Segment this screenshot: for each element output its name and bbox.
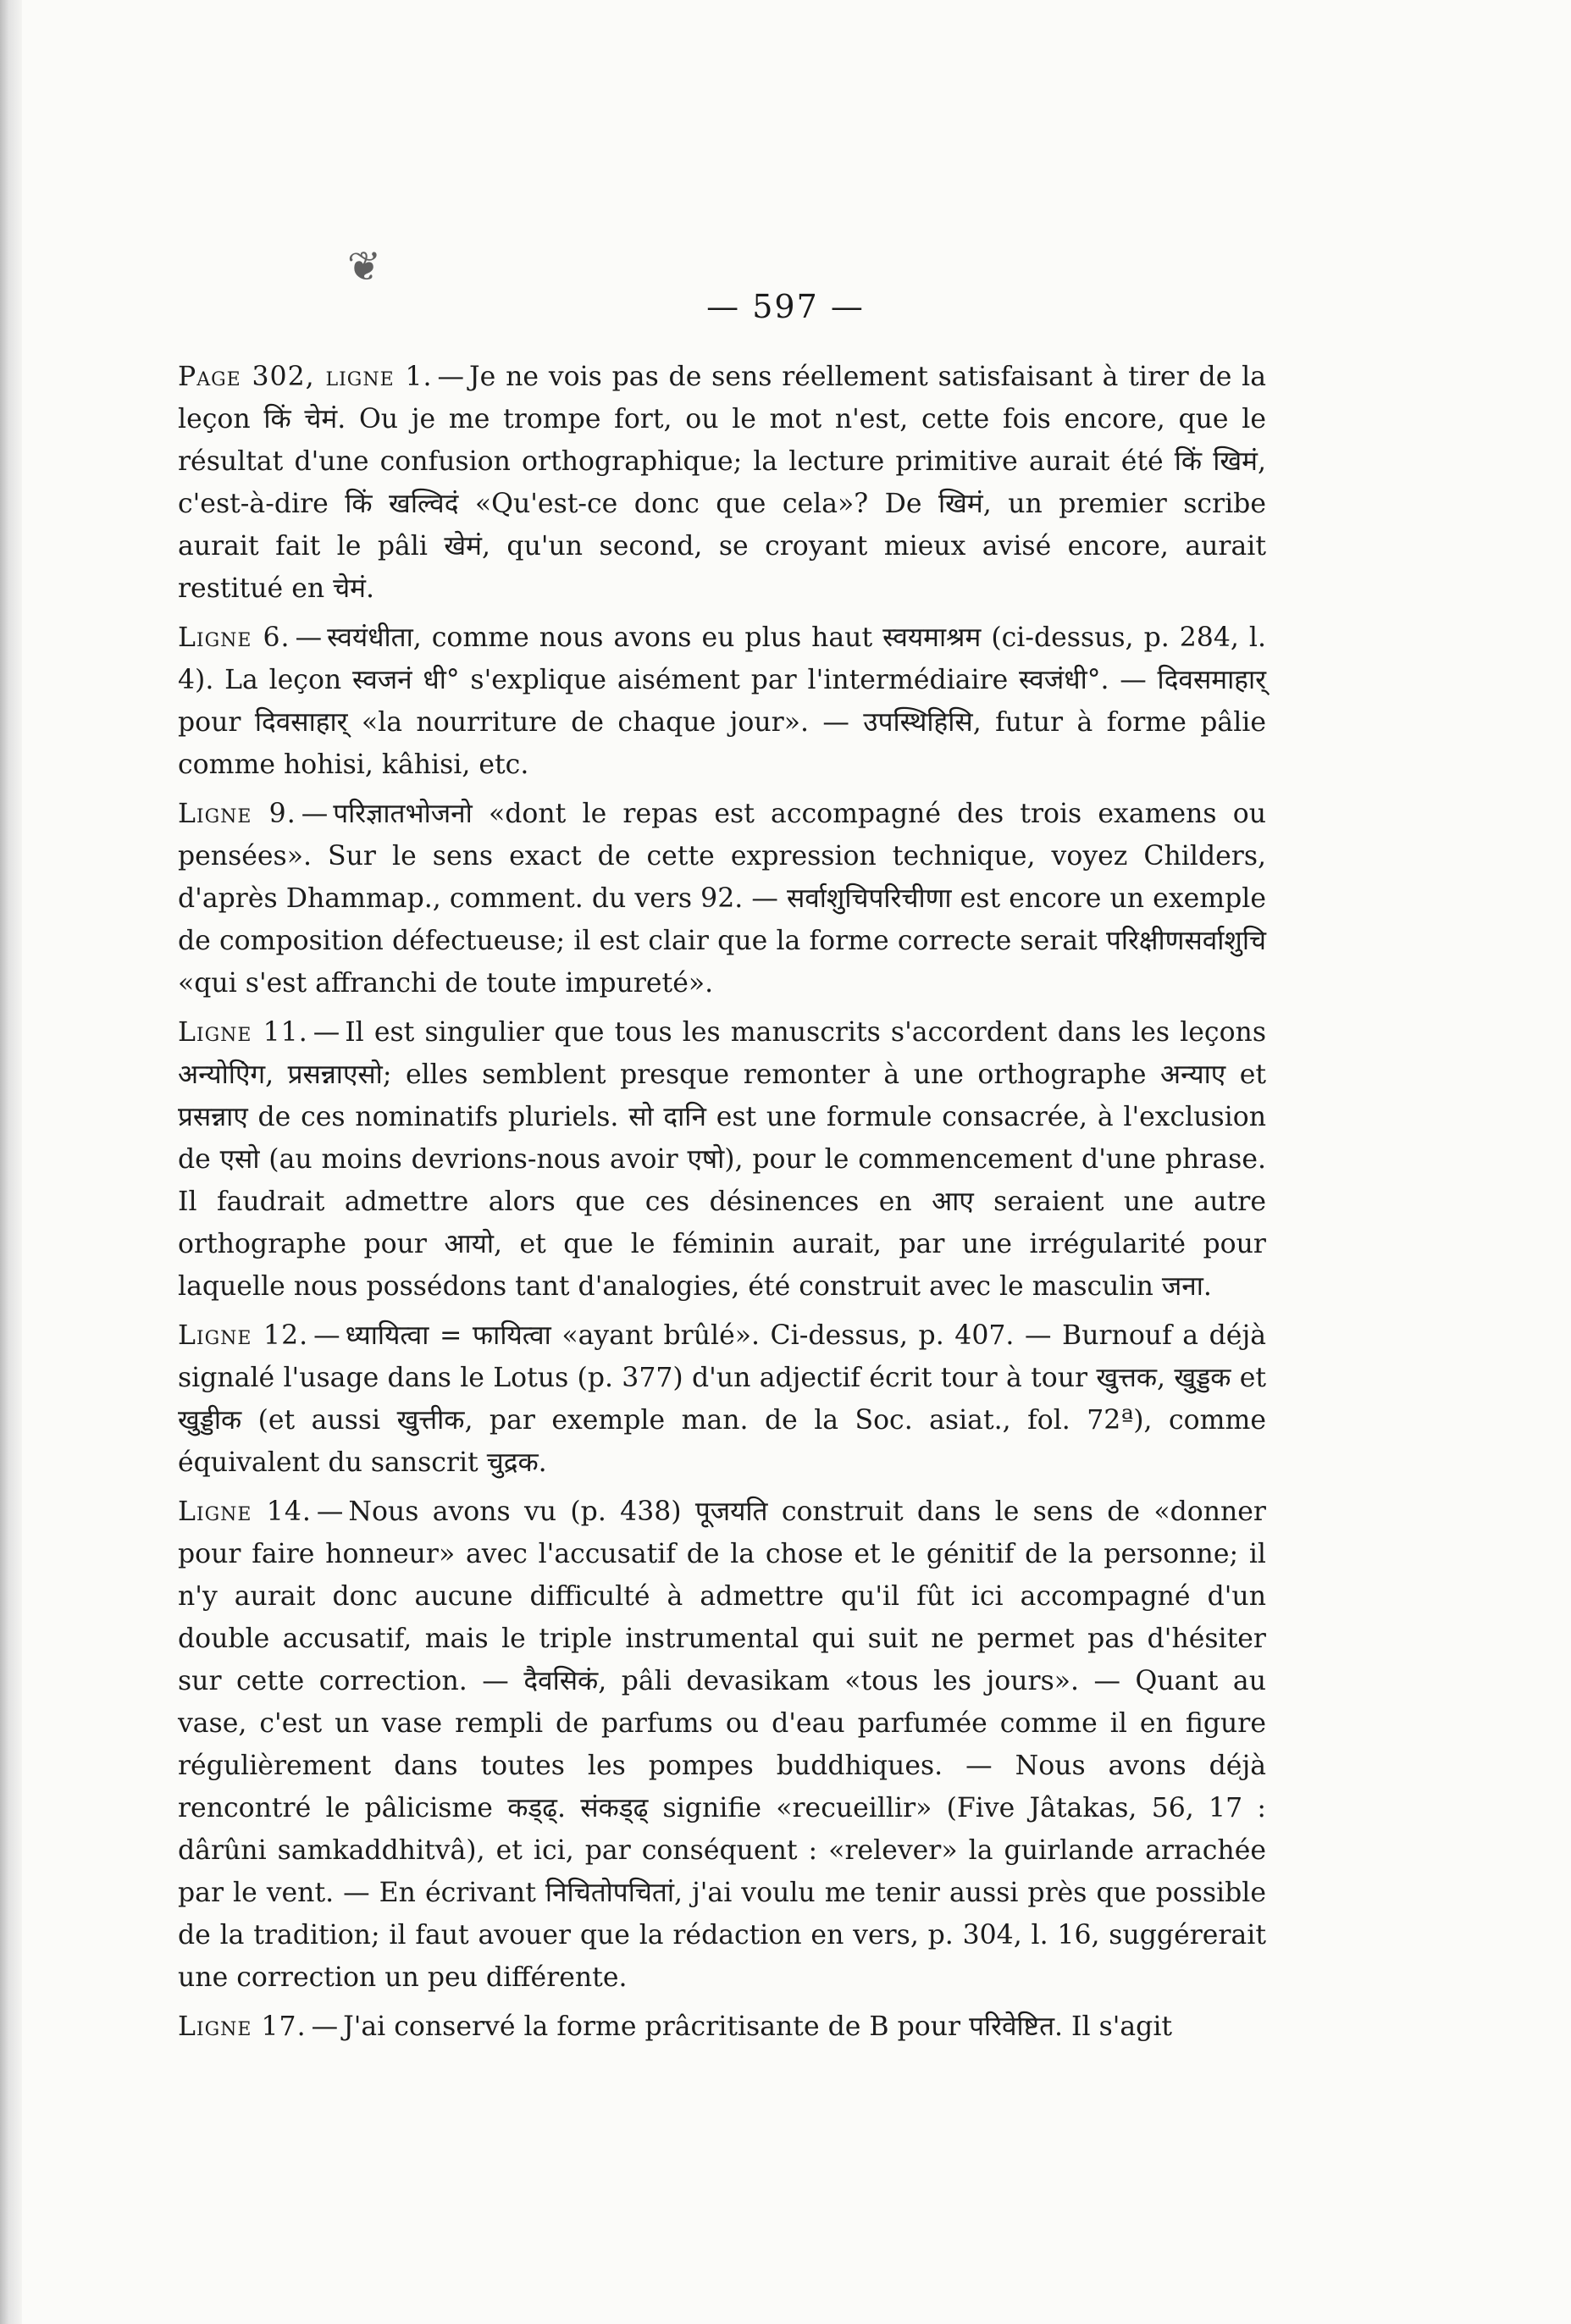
paragraph: Ligne 9. — परिज्ञातभोजनो «dont le repas est accompagné des trois examens ou pensées». Sur le sens exact de cette expression technique, voyez Childers, d'après Dhammap., comment. du vers 92. — सर्वाशुचिपरिचीणा est encore un exemple de composition défectueuse; il est clair que la forme correcte serait परिक्षीणसर्वाशुचि «qui s'est affranchi de toute impureté». [178,799,1266,999]
paragraph: Ligne 17. — J'ai conservé la forme prâcritisante de B pour परिवेष्टित. Il s'agit [178,2011,1173,2042]
paragraph: Page 302, ligne 1. — Je ne vois pas de sens réellement satisfaisant à tirer de la leçon किं चेमं. Ou je me trompe fort, ou le mot n'est, cette fois encore, que le résultat d'une confusion orthographique; la lecture primitive aurait été किं खिमं, c'est-à-dire किं खल्विदं «Qu'est-ce donc que cela»? De खिमं, un premier scribe aurait fait le pâli खेमं, qu'un second, se croyant mieux avisé encore, aurait restitué en चेमं. [178,362,1266,604]
paragraph-text: ध्यायित्वा = फायित्वा «ayant brûlé». Ci-dessus, p. 407. — Burnouf a déjà signalé l'usage dans le Lotus (p. 377) d'un adjectif écrit tour à tour खुत्तक, खुड्डक et खुड्डीक (et aussi खुत्तीक, par exemple man. de la Soc. asiat., fol. 72ª), comme équivalent du sanscrit चुद्रक. [178,1320,1266,1478]
book-binding-edge [0,0,22,2324]
paragraph-label: Ligne 6. [178,622,290,653]
paragraph: Ligne 11. — Il est singulier que tous les manuscrits s'accordent dans les leçons अन्योएिंग, प्रसन्नाएसो; elles semblent presque remonter à une orthographe अन्याए et प्रसन्नाए de ces nominatifs pluriels. सो दानि est une formule consacrée, à l'exclusion de एसो (au moins devrions-nous avoir एषो), pour le commencement d'une phrase. Il faudrait admettre alors que ces désinences en आए seraient une autre orthographe pour आयो, et que le féminin aurait, par une irrégularité pour laquelle nous possédons tant d'analogies, été construit avec le masculin जना. [178,1017,1266,1302]
paragraph-text: Il est singulier que tous les manuscrits s'accordent dans les leçons अन्योएिंग, प्रसन्नाएसो; elles semblent presque remonter à une orthographe अन्याए et प्रसन्नाए de ces nominatifs pluriels. सो दानि est une formule consacrée, à l'exclusion de एसो (au moins devrions-nous avoir एषो), pour le commencement d'une phrase. Il faudrait admettre alors que ces désinences en आए seraient une autre orthographe pour आयो, et que le féminin aurait, par une irrégularité pour laquelle nous possédons tant d'analogies, été construit avec le masculin जना. [178,1017,1266,1302]
paragraph-label: Page 302, ligne 1. [178,362,433,392]
paragraph-text: Nous avons vu (p. 438) पूजयति construit dans le sens de «donner pour faire honneur» avec l'accusatif de la chose et le génitif de la personne; il n'y aurait donc aucune difficulté à admettre qu'il fût ici accompagné d'un double accusatif, mais le triple instrumental qui suit ne permet pas d'hésiter sur cette correction. — दैवसिकं, pâli devasikam «tous les jours». — Quant au vase, c'est un vase rempli de parfums ou d'eau parfumée comme il en figure régulièrement dans toutes les pompes buddhiques. — Nous avons déjà rencontré le pâlicisme कड्ढ्. संकड्ढ् signifie «recueillir» (Five Jâtakas, 56, 17 : dârûni samkaddhitvâ), et ici, par conséquent : «relever» la guirlande arrachée par le vent. — En écrivant निचितोपचितां, j'ai voulu me tenir aussi près que possible de la tradition; il faut avouer que la rédaction en vers, p. 304, l. 16, suggérerait une correction un peu différente. [178,1497,1266,1993]
paragraph-text: स्वयंधीता, comme nous avons eu plus haut स्वयमाश्रम (ci-dessus, p. 284, l. 4). La leçon स्वजनं धी° s'explique aisément par l'intermédiaire स्वजंधी°. — दिवसमाहार् pour दिवसाहार् «la nourriture de chaque jour». — उपस्थिहिसि, futur à forme pâlie comme hohisi, kâhisi, etc. [178,622,1267,780]
paragraph-text: J'ai conservé la forme prâcritisante de B pour परिवेष्टित. Il s'agit [343,2011,1173,2042]
paragraph: Ligne 14. — Nous avons vu (p. 438) पूजयति construit dans le sens de «donner pour faire honneur» avec l'accusatif de la chose et le génitif de la personne; il n'y aurait donc aucune difficulté à admettre qu'il fût ici accompagné d'un double accusatif, mais le triple instrumental qui suit ne permet pas d'hésiter sur cette correction. — दैवसिकं, pâli devasikam «tous les jours». — Quant au vase, c'est un vase rempli de parfums ou d'eau parfumée comme il en figure régulièrement dans toutes les pompes buddhiques. — Nous avons déjà rencontré le pâlicisme कड्ढ्. संकड्ढ् signifie «recueillir» (Five Jâtakas, 56, 17 : dârûni samkaddhitvâ), et ici, par conséquent : «relever» la guirlande arrachée par le vent. — En écrivant निचितोपचितां, j'ai voulu me tenir aussi près que possible de la tradition; il faut avouer que la rédaction en vers, p. 304, l. 16, suggérerait une correction un peu différente. [178,1497,1266,1993]
page-number: — 597 — [706,288,865,325]
paragraph-label: Ligne 11. [178,1017,308,1048]
paragraph-text: परिज्ञातभोजनो «dont le repas est accompagné des trois examens ou pensées». Sur le sens exact de cette expression technique, voyez Childers, d'après Dhammap., comment. du vers 92. — सर्वाशुचिपरिचीणा est encore un exemple de composition défectueuse; il est clair que la forme correcte serait परिक्षीणसर्वाशुचि «qui s'est affranchi de toute impureté». [178,799,1266,999]
ornament-icon: ❦ [346,243,382,290]
paragraph-label: Ligne 9. [178,799,296,829]
paragraph-label: Ligne 14. [178,1497,312,1527]
text-body [178,356,1266,2055]
paragraph-text: Je ne vois pas de sens réellement satisfaisant à tirer de la leçon किं चेमं. Ou je me trompe fort, ou le mot n'est, cette fois encore, que le résultat d'une confusion orthographique; la lecture primitive aurait été किं खिमं, c'est-à-dire किं खल्विदं «Qu'est-ce donc que cela»? De खिमं, un premier scribe aurait fait le pâli खेमं, qu'un second, se croyant mieux avisé encore, aurait restitué en चेमं. [178,362,1266,604]
paragraph-label: Ligne 17. [178,2011,307,2042]
paragraph: Ligne 12. — ध्यायित्वा = फायित्वा «ayant brûlé». Ci-dessus, p. 407. — Burnouf a déjà signalé l'usage dans le Lotus (p. 377) d'un adjectif écrit tour à tour खुत्तक, खुड्डक et खुड्डीक (et aussi खुत्तीक, par exemple man. de la Soc. asiat., fol. 72ª), comme équivalent du sanscrit चुद्रक. [178,1320,1266,1478]
paragraph-label: Ligne 12. [178,1320,309,1351]
paragraph: Ligne 6. — स्वयंधीता, comme nous avons eu plus haut स्वयमाश्रम (ci-dessus, p. 284, l. 4). La leçon स्वजनं धी° s'explique aisément par l'intermédiaire स्वजंधी°. — दिवसमाहार् pour दिवसाहार् «la nourriture de chaque jour». — उपस्थिहिसि, futur à forme pâlie comme hohisi, kâhisi, etc. [178,622,1267,780]
